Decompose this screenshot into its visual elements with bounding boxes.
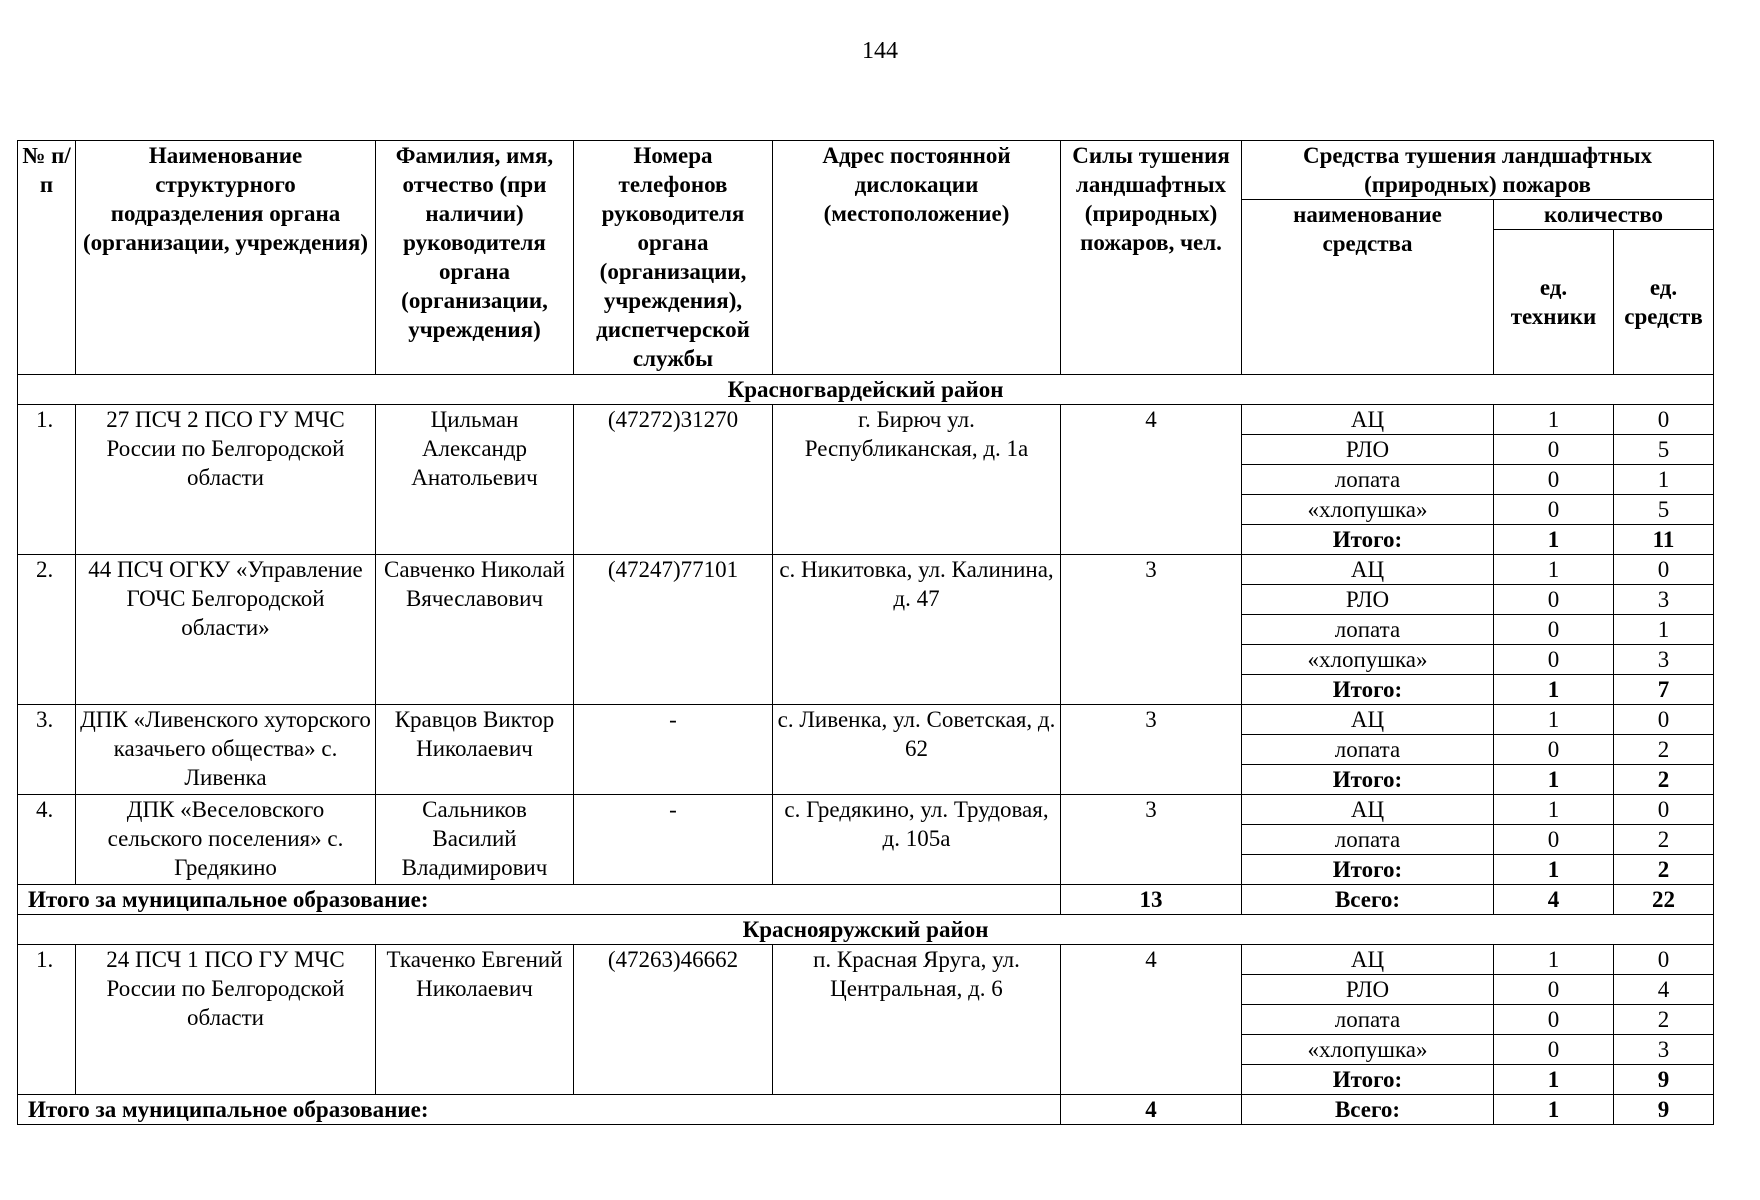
equipment-means-count: 1 <box>1614 615 1714 645</box>
unit-total-means: 7 <box>1614 675 1714 705</box>
equipment-means-count: 5 <box>1614 435 1714 465</box>
phone-number: - <box>574 705 773 795</box>
equipment-tech-count: 0 <box>1494 495 1614 525</box>
equipment-means-count: 2 <box>1614 735 1714 765</box>
phone-number: (47263)46662 <box>574 945 773 1095</box>
table-row <box>18 795 1714 825</box>
district-row <box>18 375 1714 405</box>
address: с. Никитовка, ул. Калинина, д. 47 <box>773 555 1061 705</box>
header-quantity: количество <box>1494 200 1714 230</box>
unit-number: 3. <box>18 705 76 795</box>
equipment-tech-count: 1 <box>1494 945 1614 975</box>
district-row <box>18 915 1714 945</box>
summary-row <box>18 885 1714 915</box>
table-body <box>18 375 1714 1125</box>
equipment-tech-count: 0 <box>1494 1005 1614 1035</box>
page-number: 144 <box>862 38 898 64</box>
equipment-means-count: 4 <box>1614 975 1714 1005</box>
equipment-tech-count: 0 <box>1494 615 1614 645</box>
summary-label: Итого за муниципальное образование: <box>18 885 1061 915</box>
unit-total-label: Итого: <box>1242 1065 1494 1095</box>
phone-number: - <box>574 795 773 885</box>
address: с. Гредякино, ул. Трудовая, д. 105а <box>773 795 1061 885</box>
unit-name: 24 ПСЧ 1 ПСО ГУ МЧС России по Белгородской области <box>76 945 376 1095</box>
equipment-tech-count: 0 <box>1494 825 1614 855</box>
forces-count: 3 <box>1061 705 1242 795</box>
summary-tech: 4 <box>1494 885 1614 915</box>
equipment-means-count: 3 <box>1614 645 1714 675</box>
unit-total-tech: 1 <box>1494 525 1614 555</box>
unit-total-means: 2 <box>1614 855 1714 885</box>
equipment-name: «хлопушка» <box>1242 495 1494 525</box>
equipment-name: АЦ <box>1242 405 1494 435</box>
forces-count: 4 <box>1061 945 1242 1095</box>
header-phones: Номера телефонов руководителя органа (организации, учреждения), диспетчерской службы <box>574 141 773 375</box>
header-address: Адрес постоянной дислокации (местоположение) <box>773 141 1061 375</box>
head-name: Сальников Василий Владимирович <box>376 795 574 885</box>
unit-name: 27 ПСЧ 2 ПСО ГУ МЧС России по Белгородской области <box>76 405 376 555</box>
equipment-name: АЦ <box>1242 705 1494 735</box>
unit-total-tech: 1 <box>1494 855 1614 885</box>
table-row <box>18 705 1714 735</box>
equipment-means-count: 0 <box>1614 705 1714 735</box>
district-title: Краснояружский район <box>18 915 1714 945</box>
equipment-means-count: 3 <box>1614 1035 1714 1065</box>
summary-label: Итого за муниципальное образование: <box>18 1095 1061 1125</box>
equipment-name: РЛО <box>1242 975 1494 1005</box>
summary-all-label: Всего: <box>1242 1095 1494 1125</box>
equipment-means-count: 3 <box>1614 585 1714 615</box>
equipment-means-count: 0 <box>1614 945 1714 975</box>
unit-number: 2. <box>18 555 76 705</box>
equipment-name: АЦ <box>1242 555 1494 585</box>
equipment-tech-count: 0 <box>1494 465 1614 495</box>
unit-total-means: 11 <box>1614 525 1714 555</box>
unit-name: ДПК «Ливенского хуторского казачьего общества» с. Ливенка <box>76 705 376 795</box>
equipment-means-count: 2 <box>1614 825 1714 855</box>
unit-total-means: 2 <box>1614 765 1714 795</box>
header-head-name: Фамилия, имя, отчество (при наличии) руководителя органа (организации, учреждения) <box>376 141 574 375</box>
header-units-means: ед. средств <box>1614 230 1714 375</box>
unit-number: 1. <box>18 405 76 555</box>
unit-total-label: Итого: <box>1242 855 1494 885</box>
forces-count: 3 <box>1061 555 1242 705</box>
summary-means: 22 <box>1614 885 1714 915</box>
equipment-name: АЦ <box>1242 795 1494 825</box>
unit-total-label: Итого: <box>1242 525 1494 555</box>
equipment-name: лопата <box>1242 465 1494 495</box>
equipment-tech-count: 0 <box>1494 735 1614 765</box>
unit-total-means: 9 <box>1614 1065 1714 1095</box>
unit-total-label: Итого: <box>1242 675 1494 705</box>
phone-number: (47247)77101 <box>574 555 773 705</box>
table-row <box>18 945 1714 975</box>
table-row <box>18 405 1714 435</box>
header-means-name: наименование средства <box>1242 200 1494 375</box>
equipment-name: лопата <box>1242 1005 1494 1035</box>
unit-total-tech: 1 <box>1494 675 1614 705</box>
equipment-tech-count: 0 <box>1494 1035 1614 1065</box>
equipment-tech-count: 1 <box>1494 555 1614 585</box>
equipment-name: «хлопушка» <box>1242 1035 1494 1065</box>
unit-name: ДПК «Веселовского сельского поселения» с. Гредякино <box>76 795 376 885</box>
unit-total-label: Итого: <box>1242 765 1494 795</box>
summary-row <box>18 1095 1714 1125</box>
header-units-tech: ед. техники <box>1494 230 1614 375</box>
summary-means: 9 <box>1614 1095 1714 1125</box>
unit-name: 44 ПСЧ ОГКУ «Управление ГОЧС Белгородской области» <box>76 555 376 705</box>
phone-number: (47272)31270 <box>574 405 773 555</box>
equipment-means-count: 1 <box>1614 465 1714 495</box>
unit-total-tech: 1 <box>1494 1065 1614 1095</box>
unit-number: 4. <box>18 795 76 885</box>
equipment-means-count: 2 <box>1614 1005 1714 1035</box>
equipment-name: лопата <box>1242 825 1494 855</box>
header-num: № п/п <box>18 141 76 375</box>
address: г. Бирюч ул. Республиканская, д. 1а <box>773 405 1061 555</box>
unit-total-tech: 1 <box>1494 765 1614 795</box>
equipment-name: «хлопушка» <box>1242 645 1494 675</box>
forces-count: 4 <box>1061 405 1242 555</box>
equipment-name: РЛО <box>1242 435 1494 465</box>
equipment-means-count: 0 <box>1614 405 1714 435</box>
unit-number: 1. <box>18 945 76 1095</box>
header-unit-name: Наименование структурного подразделения органа (организации, учреждения) <box>76 141 376 375</box>
fire-forces-table <box>17 140 1714 1125</box>
equipment-means-count: 0 <box>1614 555 1714 585</box>
equipment-tech-count: 1 <box>1494 405 1614 435</box>
header-forces: Силы тушения ландшафтных (природных) пожаров, чел. <box>1061 141 1242 375</box>
equipment-tech-count: 0 <box>1494 645 1614 675</box>
summary-forces: 13 <box>1061 885 1242 915</box>
equipment-means-count: 0 <box>1614 795 1714 825</box>
table-row <box>18 555 1714 585</box>
head-name: Ткаченко Евгений Николаевич <box>376 945 574 1095</box>
head-name: Цильман Александр Анатольевич <box>376 405 574 555</box>
summary-all-label: Всего: <box>1242 885 1494 915</box>
summary-forces: 4 <box>1061 1095 1242 1125</box>
header-means-group: Средства тушения ландшафтных (природных) пожаров <box>1242 141 1714 200</box>
forces-count: 3 <box>1061 795 1242 885</box>
equipment-tech-count: 1 <box>1494 795 1614 825</box>
equipment-tech-count: 0 <box>1494 975 1614 1005</box>
summary-tech: 1 <box>1494 1095 1614 1125</box>
head-name: Савченко Николай Вячеславович <box>376 555 574 705</box>
equipment-name: РЛО <box>1242 585 1494 615</box>
district-title: Красногвардейский район <box>18 375 1714 405</box>
equipment-name: АЦ <box>1242 945 1494 975</box>
equipment-name: лопата <box>1242 615 1494 645</box>
equipment-means-count: 5 <box>1614 495 1714 525</box>
head-name: Кравцов Виктор Николаевич <box>376 705 574 795</box>
equipment-tech-count: 0 <box>1494 435 1614 465</box>
equipment-tech-count: 1 <box>1494 705 1614 735</box>
address: с. Ливенка, ул. Советская, д. 62 <box>773 705 1061 795</box>
equipment-tech-count: 0 <box>1494 585 1614 615</box>
equipment-name: лопата <box>1242 735 1494 765</box>
address: п. Красная Яруга, ул. Центральная, д. 6 <box>773 945 1061 1095</box>
